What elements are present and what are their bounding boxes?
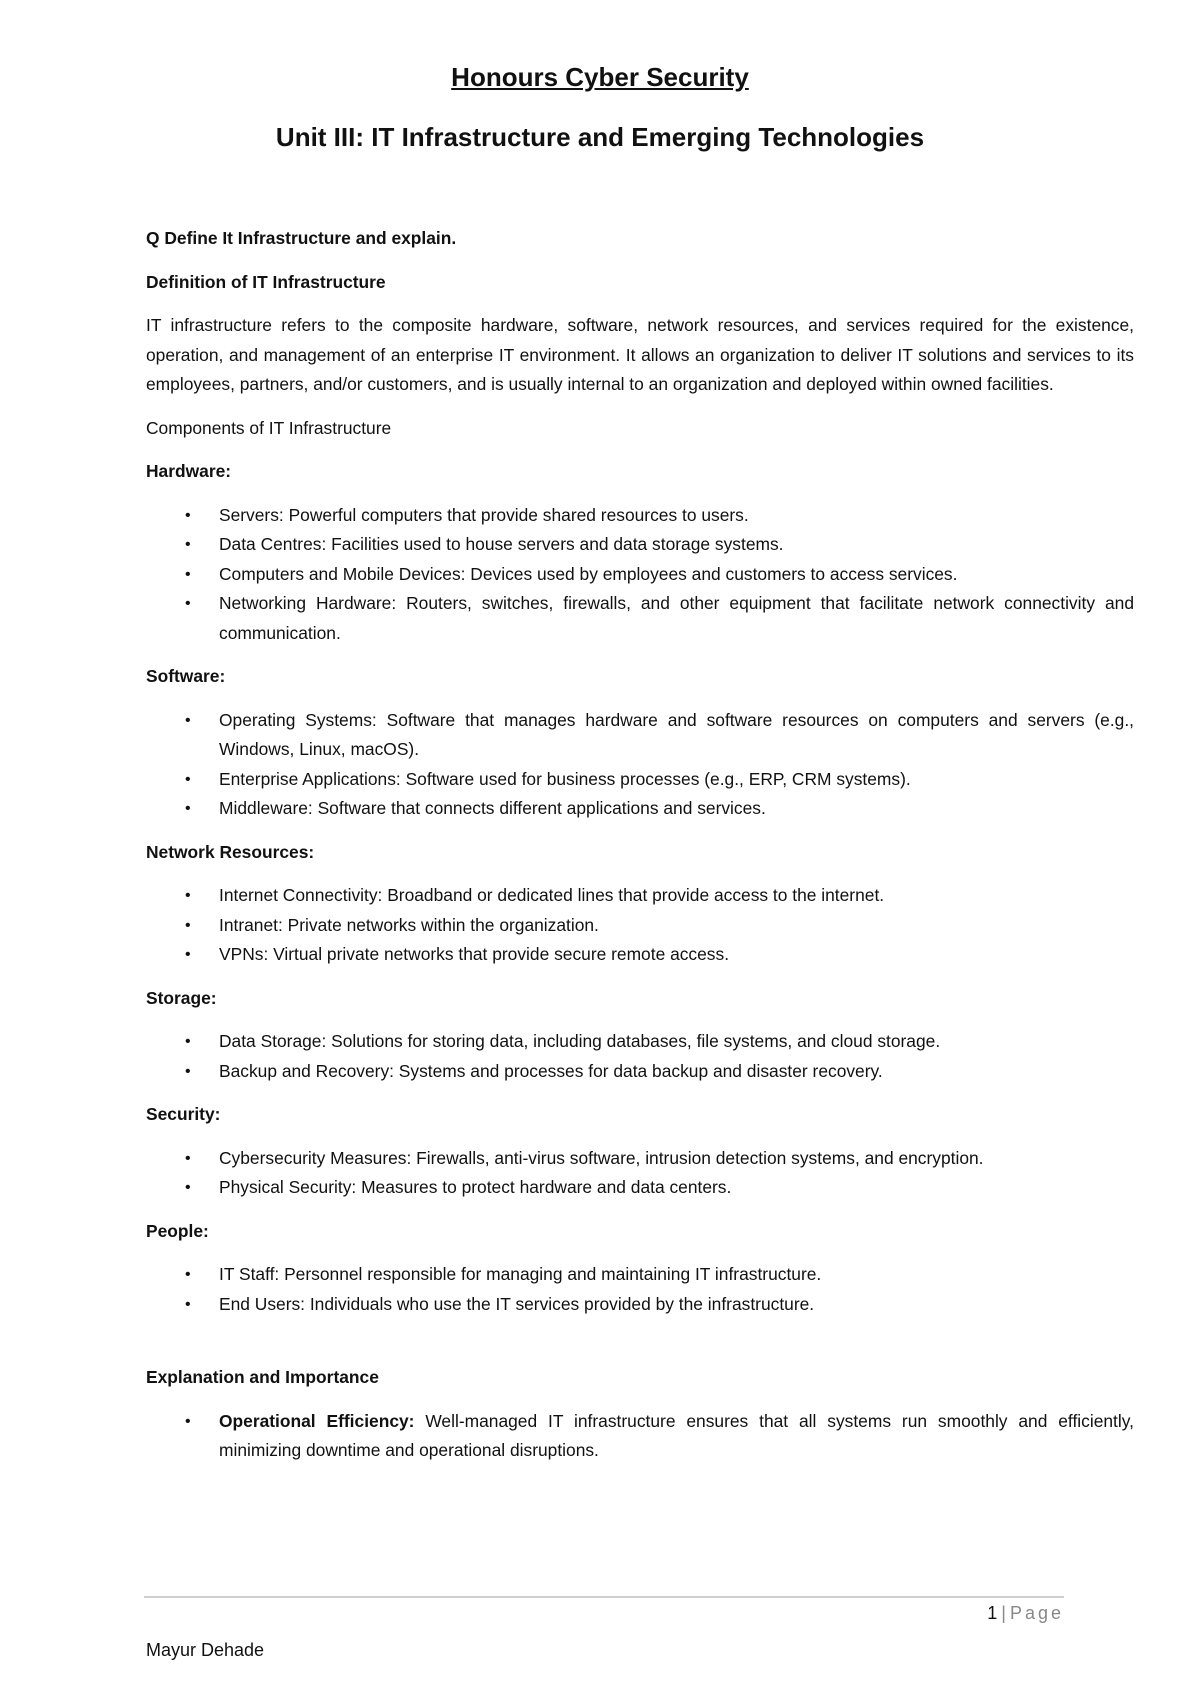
definition-paragraph: IT infrastructure refers to the composite hardware, software, network resources, and services required for the existence, operation, and management of an enterprise IT environment. It allows an organization to deliver IT solutions and services to its employees, partners, and/or customers, and is usually internal to an organization and deployed within owned facilities.	[146, 315, 1134, 394]
bullet-icon: •	[185, 711, 191, 729]
list-item: • End Users: Individuals who use the IT services provided by the infrastructure.	[146, 1290, 1134, 1320]
document-title: Honours Cyber Security	[451, 62, 749, 92]
storage-list	[146, 1027, 1134, 1086]
section-heading-software: Software:	[146, 666, 226, 686]
bullet-icon: •	[185, 1149, 191, 1167]
question-heading: Q Define It Infrastructure and explain.	[146, 228, 457, 248]
list-item: • Data Centres: Facilities used to house servers and data storage systems.	[146, 530, 1134, 560]
section-heading-people: People:	[146, 1220, 209, 1241]
bullet-icon: •	[185, 887, 191, 904]
bullet-icon: •	[185, 770, 191, 788]
spacer	[146, 1333, 1134, 1363]
software-list	[146, 706, 1134, 824]
security-list	[146, 1144, 1134, 1203]
list-item: • IT Staff: Personnel responsible for managing and maintaining IT infrastructure.	[146, 1260, 1134, 1290]
section-heading-security: Security:	[146, 1104, 221, 1124]
list-item: • Cybersecurity Measures: Firewalls, anti-virus software, intrusion detection systems, and encryption.	[146, 1144, 1134, 1174]
definition-heading: Definition of IT Infrastructure	[146, 271, 386, 292]
people-list	[146, 1260, 1134, 1319]
list-item: • Operational Efficiency: Well-managed IT infrastructure ensures that all systems run smoothly and efficiently, minimizing downtime and operational disruptions.	[146, 1407, 1134, 1466]
list-item: • Computers and Mobile Devices: Devices used by employees and customers to access services.	[146, 560, 1134, 590]
bullet-icon: •	[185, 916, 191, 934]
bullet-icon: •	[185, 1033, 191, 1050]
bullet-icon: •	[185, 1412, 191, 1430]
term-label: Operational Efficiency:	[219, 1410, 415, 1431]
bullet-icon: •	[185, 506, 191, 524]
list-item: • VPNs: Virtual private networks that provide secure remote access.	[146, 940, 1134, 970]
bullet-icon: •	[185, 565, 191, 583]
components-heading: Components of IT Infrastructure	[146, 417, 392, 438]
list-item: • Intranet: Private networks within the organization.	[146, 911, 1134, 941]
list-item: • Servers: Powerful computers that provide shared resources to users.	[146, 501, 1134, 531]
bullet-icon: •	[185, 1179, 191, 1196]
list-item: • Physical Security: Measures to protect hardware and data centers.	[146, 1173, 1134, 1203]
bullet-icon: •	[185, 1062, 191, 1080]
hardware-list	[146, 501, 1134, 649]
document-body	[146, 224, 1134, 1480]
explanation-list	[146, 1407, 1134, 1466]
bullet-icon: •	[185, 946, 191, 963]
network-list	[146, 881, 1134, 970]
list-item: • Backup and Recovery: Systems and processes for data backup and disaster recovery.	[146, 1057, 1134, 1087]
bullet-icon: •	[185, 595, 191, 612]
list-item: • Internet Connectivity: Broadband or dedicated lines that provide access to the internet.	[146, 881, 1134, 911]
bullet-icon: •	[185, 536, 191, 553]
section-heading-hardware: Hardware:	[146, 461, 232, 481]
footer-divider	[144, 1596, 1064, 1598]
document-subtitle: Unit III: IT Infrastructure and Emerging Technologies	[275, 122, 925, 152]
bullet-icon: •	[185, 1295, 191, 1313]
list-item: • Middleware: Software that connects different applications and services.	[146, 794, 1134, 824]
list-item: • Networking Hardware: Routers, switches, firewalls, and other equipment that facilitate network connectivity and communication.	[146, 589, 1134, 648]
list-item: • Enterprise Applications: Software used for business processes (e.g., ERP, CRM systems).	[146, 765, 1134, 795]
bullet-icon: •	[185, 1266, 191, 1283]
list-item: • Data Storage: Solutions for storing data, including databases, file systems, and cloud storage.	[146, 1027, 1134, 1057]
page-number: 1 | Page	[987, 1603, 1064, 1623]
bullet-icon: •	[185, 800, 191, 817]
section-heading-storage: Storage:	[146, 987, 217, 1008]
list-item: • Operating Systems: Software that manages hardware and software resources on computers and servers (e.g., Windows, Linux, macOS).	[146, 706, 1134, 765]
explanation-heading: Explanation and Importance	[146, 1367, 379, 1387]
section-heading-network: Network Resources:	[146, 841, 315, 862]
footer-author: Mayur Dehade	[146, 1640, 265, 1660]
